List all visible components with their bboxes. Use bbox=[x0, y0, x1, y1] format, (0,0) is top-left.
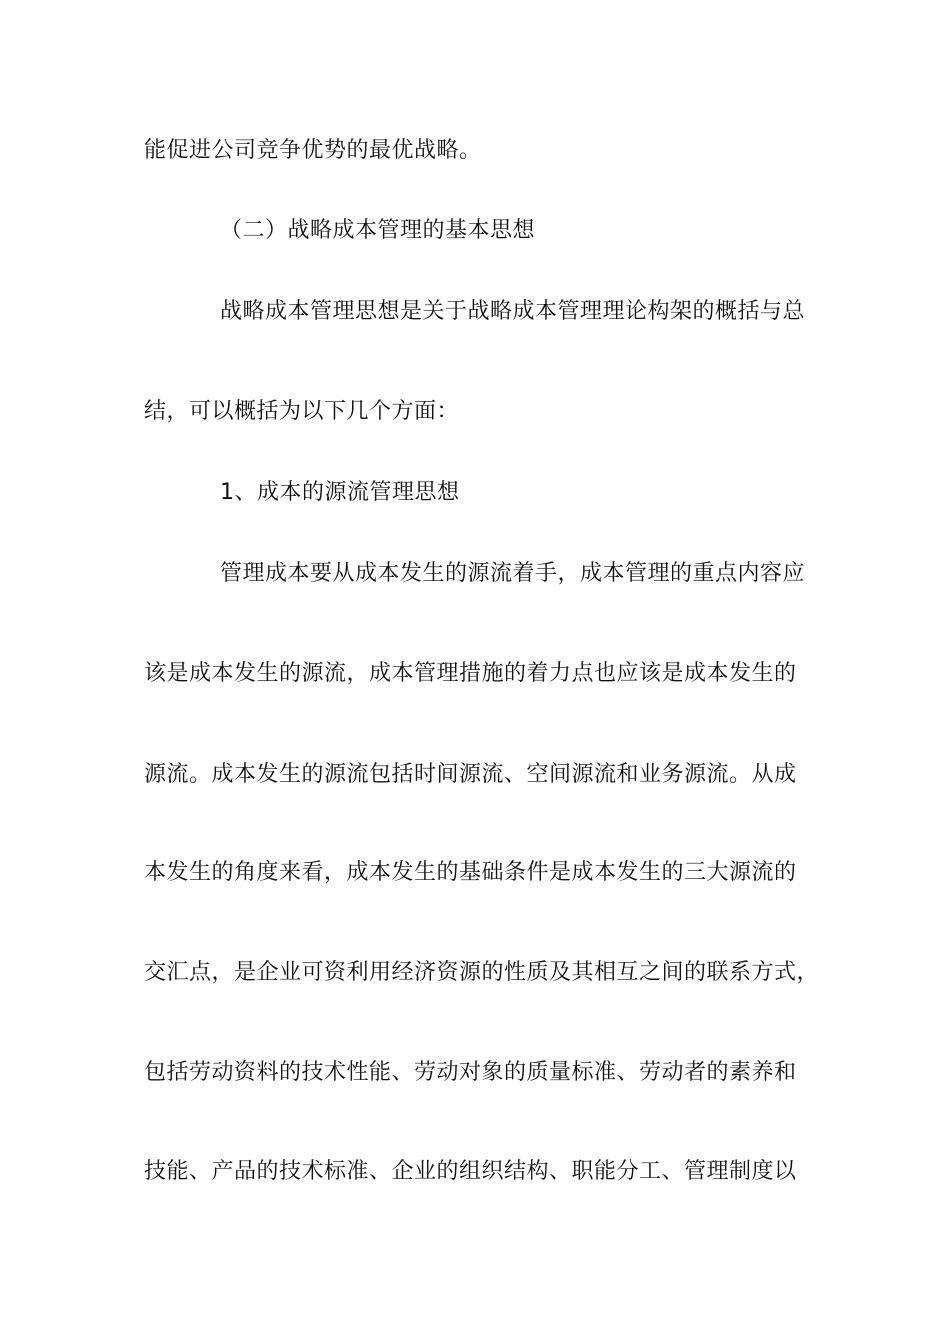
paragraph-first-line: 战略成本管理思想是关于战略成本管理理论构架的概括与总 bbox=[220, 299, 806, 324]
text-line: 交汇点，是企业可资利用经济资源的性质及其相互之间的联系方式， bbox=[144, 960, 820, 985]
text-line: 包括劳动资料的技术性能、劳动对象的质量标准、劳动者的素养和 bbox=[144, 1060, 797, 1085]
section-heading: （二）战略成本管理的基本思想 bbox=[220, 218, 536, 243]
subsection-heading: 1、成本的源流管理思想 bbox=[220, 480, 460, 505]
text-line: 源流。成本发生的源流包括时间源流、空间源流和业务源流。从成 bbox=[144, 762, 797, 787]
text-line: 该是成本发生的源流，成本管理措施的着力点也应该是成本发生的 bbox=[144, 661, 797, 686]
text-line: 本发生的角度来看，成本发生的基础条件是成本发生的三大源流的 bbox=[144, 860, 797, 885]
text-line: 能促进公司竞争优势的最优战略。 bbox=[144, 138, 482, 163]
text-line: 结，可以概括为以下几个方面： bbox=[144, 399, 460, 424]
paragraph-first-line: 管理成本要从成本发生的源流着手，成本管理的重点内容应 bbox=[220, 561, 806, 586]
text-line: 技能、产品的技术标准、企业的组织结构、职能分工、管理制度以 bbox=[144, 1159, 797, 1184]
